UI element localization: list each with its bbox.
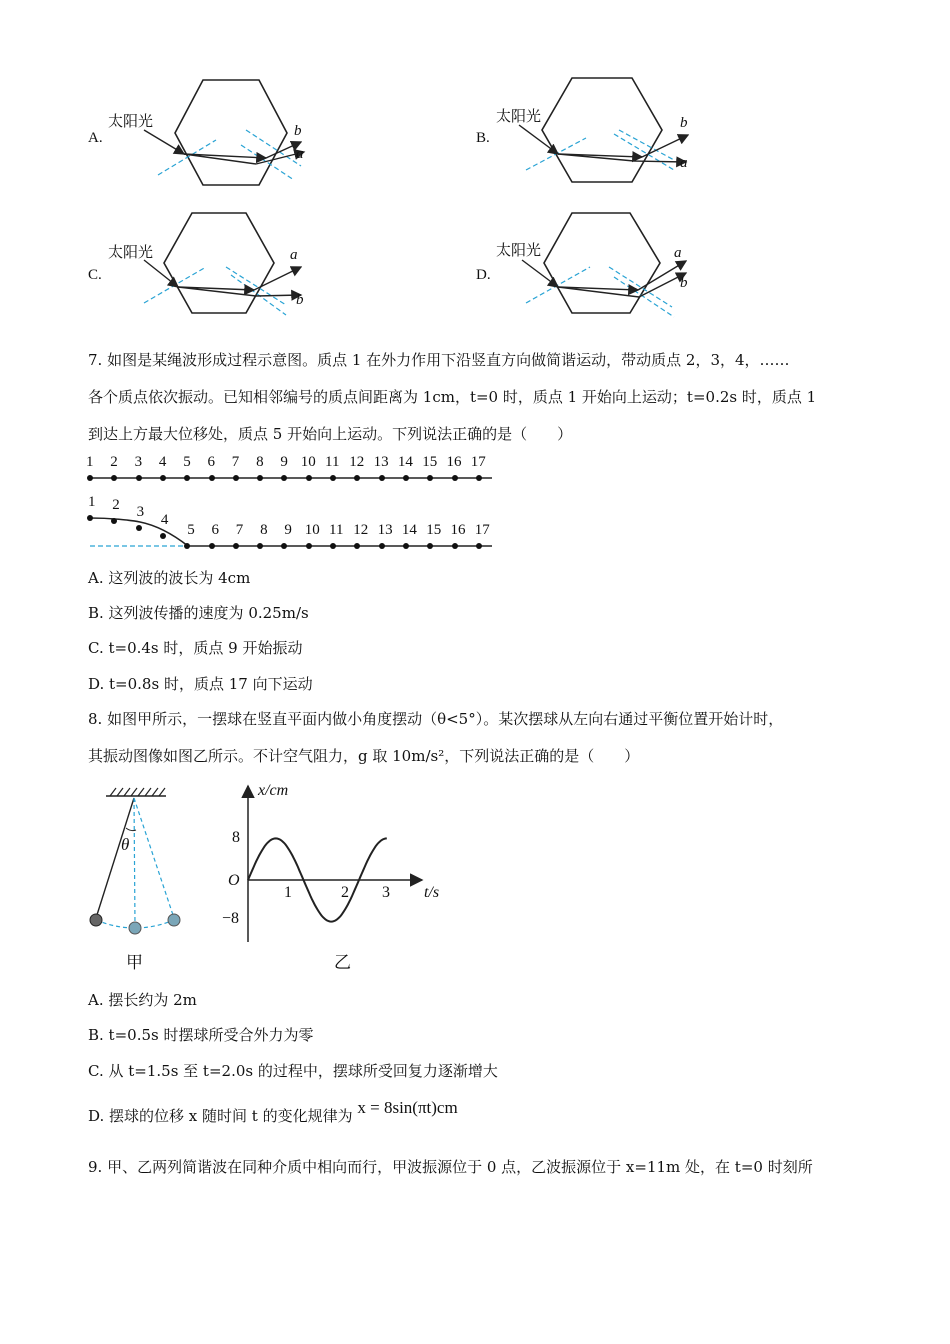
bead	[330, 475, 336, 481]
bead-number-label: 1	[88, 494, 96, 510]
bead	[452, 543, 458, 549]
q8-option-a[interactable]: A. 摆长约为 2m	[88, 991, 197, 1009]
sunlight-label: 太阳光	[496, 241, 542, 259]
bead-number-label: 15	[422, 454, 438, 470]
bead-number-label: 15	[426, 522, 442, 538]
bead-number-label: 2	[110, 454, 118, 470]
bead-number-label: 14	[401, 522, 417, 538]
bead	[452, 475, 458, 481]
bead-number-label: 8	[260, 522, 268, 538]
bead	[160, 475, 166, 481]
option-letter: B.	[476, 130, 490, 146]
option-letter: D.	[476, 267, 491, 283]
bead	[330, 543, 336, 549]
bead-number-label: 9	[284, 522, 292, 538]
ray-label-lower: b	[680, 275, 688, 291]
bead-number-label: 3	[134, 454, 143, 470]
bead-number-label: 7	[231, 454, 240, 470]
q9-line1: 9. 甲、乙两列简谐波在同种介质中相向而行，甲波振源位于 0 点，乙波振源位于 x=11m 处，在 t=0 时刻所	[88, 1158, 813, 1176]
q6-option-b[interactable]	[474, 70, 714, 195]
ray-label-upper: b	[294, 123, 302, 139]
sunlight-label: 太阳光	[108, 243, 154, 261]
xtick-1: 1	[284, 884, 292, 901]
q7-option-a[interactable]: A. 这列波的波长为 4cm	[88, 569, 251, 587]
q7-option-c[interactable]: C. t=0.4s 时，质点 9 开始振动	[88, 639, 303, 657]
q6-option-c[interactable]	[86, 205, 326, 325]
ytick-neg8: −8	[222, 910, 240, 927]
bead-number-label: 16	[446, 454, 462, 470]
bead-number-label: 3	[136, 504, 145, 520]
q7-option-d[interactable]: D. t=0.8s 时，质点 17 向下运动	[88, 675, 313, 693]
q6-option-d[interactable]	[474, 205, 714, 325]
xtick-3: 3	[382, 884, 390, 901]
ray-label-upper: a	[674, 245, 682, 261]
bead-number-label: 4	[158, 454, 167, 470]
bead-number-label: 14	[397, 454, 413, 470]
pendulum-figure	[84, 780, 194, 975]
q8-option-c[interactable]: C. 从 t=1.5s 至 t=2.0s 的过程中，摆球所受回复力逐渐增大	[88, 1062, 498, 1080]
option-letter: A.	[88, 130, 103, 146]
bead	[136, 525, 142, 531]
bead-number-label: 9	[280, 454, 288, 470]
ray-label-lower: a	[296, 146, 304, 162]
y-axis-label: x/cm	[258, 782, 289, 799]
bead	[379, 543, 385, 549]
caption-jia: 甲	[126, 953, 143, 973]
origin-label: O	[228, 872, 240, 889]
q8-line1: 8. 如图甲所示，一摆球在竖直平面内做小角度摆动（θ<5°）。某次摆球从左向右通过平衡位置开始计时，	[88, 710, 784, 728]
bead-number-label: 13	[377, 522, 393, 538]
bead	[379, 475, 385, 481]
bead-number-label: 2	[112, 497, 120, 513]
bead	[306, 543, 312, 549]
bead-number-label: 11	[329, 522, 344, 538]
q7-option-b[interactable]: B. 这列波传播的速度为 0.25m/s	[88, 604, 309, 622]
bead	[136, 475, 142, 481]
option-letter: C.	[88, 267, 102, 283]
bead-number-label: 6	[207, 454, 215, 470]
ray-label-upper: b	[680, 115, 688, 131]
hexagon-refraction-diagram	[474, 205, 714, 325]
bead-number-label: 12	[353, 522, 369, 538]
theta-label: θ	[121, 835, 130, 854]
bead	[209, 475, 215, 481]
q7-line2: 各个质点依次振动。已知相邻编号的质点间距离为 1cm，t=0 时，质点 1 开始向上运动；t=0.2s 时，质点 1	[88, 388, 817, 406]
bead	[403, 543, 409, 549]
bead-number-label: 10	[304, 522, 320, 538]
bead	[87, 475, 93, 481]
sunlight-label: 太阳光	[108, 112, 154, 130]
bead-number-label: 5	[183, 454, 191, 470]
bead	[476, 543, 482, 549]
hexagon-refraction-diagram	[474, 70, 714, 195]
hexagon-refraction-diagram	[86, 205, 326, 325]
bead-number-label: 16	[450, 522, 466, 538]
bead-number-label: 17	[474, 522, 490, 538]
bead-number-label: 4	[160, 512, 169, 528]
bead	[306, 475, 312, 481]
bead	[476, 475, 482, 481]
x-axis-label: t/s	[424, 884, 440, 901]
bead-number-label: 8	[256, 454, 264, 470]
q8-option-b[interactable]: B. t=0.5s 时摆球所受合外力为零	[88, 1026, 314, 1044]
q8-option-d[interactable]	[88, 1098, 458, 1126]
rope-wave-figure	[80, 450, 500, 556]
caption-yi: 乙	[334, 953, 351, 973]
bead-number-label: 5	[187, 522, 195, 538]
q8-option-d-formula: x = 8sin(πt)cm	[357, 1098, 458, 1117]
q7-line1: 7. 如图是某绳波形成过程示意图。质点 1 在外力作用下沿竖直方向做简谐运动，带动质点 2，3，4，……	[88, 351, 790, 369]
bead-number-label: 12	[349, 454, 365, 470]
bead-number-label: 1	[86, 454, 94, 470]
q6-option-a[interactable]	[86, 70, 326, 195]
bead-number-label: 10	[300, 454, 316, 470]
ytick-8: 8	[232, 829, 240, 846]
sunlight-label: 太阳光	[496, 107, 542, 125]
bead-number-label: 17	[470, 454, 486, 470]
bead	[403, 475, 409, 481]
bead-number-label: 11	[325, 454, 340, 470]
hexagon-refraction-diagram	[86, 70, 326, 195]
ray-label-lower: a	[680, 155, 688, 171]
bead	[233, 543, 239, 549]
bead	[209, 543, 215, 549]
bead	[233, 475, 239, 481]
bead-number-label: 6	[211, 522, 219, 538]
bead	[87, 515, 93, 521]
bead	[160, 533, 166, 539]
ray-label-lower: b	[296, 292, 304, 308]
q8-option-d-text: D. 摆球的位移 x 随时间 t 的变化规律为	[88, 1107, 353, 1125]
q8-line2: 其振动图像如图乙所示。不计空气阻力，g 取 10m/s²，下列说法正确的是（ ）	[88, 747, 640, 765]
ray-label-upper: a	[290, 247, 298, 263]
bead-number-label: 7	[235, 522, 244, 538]
bead-number-label: 13	[373, 454, 389, 470]
vibration-graph	[222, 780, 462, 975]
q7-line3: 到达上方最大位移处，质点 5 开始向上运动。下列说法正确的是（ ）	[88, 425, 573, 443]
xtick-2: 2	[341, 884, 349, 901]
